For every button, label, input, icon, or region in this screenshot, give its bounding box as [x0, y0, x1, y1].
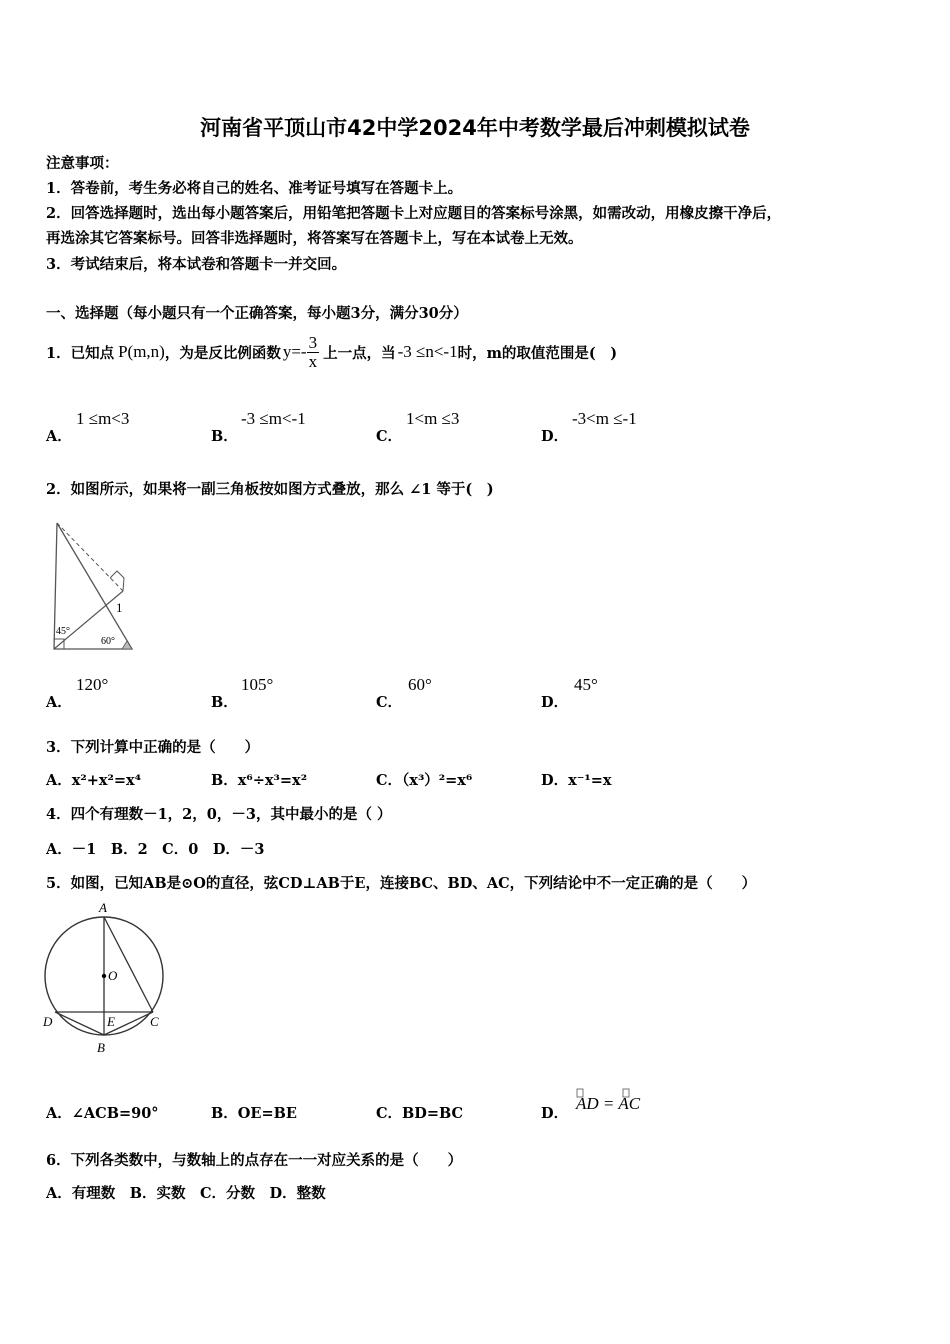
q3-option-d-value: x⁻¹=x: [568, 772, 612, 789]
q1-option-a-value: 1 ≤m<3: [76, 409, 130, 428]
q2-option-b-value: 105°: [241, 675, 274, 694]
q3-option-a: [46, 769, 141, 790]
question-4: 4．四个有理数－1，2，0，－3，其中最小的是（ ）: [46, 806, 392, 823]
notice-item: 再选涂其它答案标号。回答非选择题时，将答案写在答题卡上，写在本试卷上无效。: [46, 230, 583, 247]
arc-mark-ac: [623, 1089, 629, 1097]
q3-option-b: [211, 769, 307, 790]
q5-option-d-value: AD = AC: [576, 1094, 641, 1113]
arc-marks: [576, 1088, 656, 1098]
q1-mid: ，为是反比例函数: [164, 344, 281, 362]
point-o-label: O: [108, 968, 118, 983]
q1-suffix-b: 时，m的取值范围是( ): [457, 344, 618, 362]
q1-option-d-label: D．: [541, 428, 569, 445]
center-point: [102, 974, 106, 978]
q2-option-d-label: D．: [541, 694, 569, 711]
q1-option-b-label: B．: [211, 428, 238, 445]
q1-func-numerator: 3: [308, 332, 318, 352]
notice-heading: 注意事项：: [46, 155, 119, 172]
angle-1-label: 1: [116, 600, 123, 615]
q3-option-b-label: B．: [211, 772, 238, 789]
arc-mark-ad: [577, 1089, 583, 1097]
page-title: 河南省平顶山市42中学2024年中考数学最后冲刺模拟试卷: [200, 116, 750, 140]
q2-option-c-label: C．: [376, 694, 403, 711]
question-3: 3．下列计算中正确的是（ ）: [46, 739, 260, 756]
q5-option-b: [211, 1102, 297, 1123]
q5-option-a: [46, 1102, 159, 1123]
q5-option-c: [376, 1102, 463, 1123]
q1-option-b-value: -3 ≤m<-1: [241, 409, 306, 428]
question-6: 6．下列各类数中，与数轴上的点存在一一对应关系的是（ ）: [46, 1152, 463, 1169]
q2-option-a-label: A．: [46, 694, 72, 711]
triangle-hypotenuse-dashed: [57, 523, 123, 591]
q3-option-c-value: （x³）²=x⁶: [402, 772, 473, 789]
notice-item: 1．答卷前，考生务必将自己的姓名、准考证号填写在答题卡上。: [46, 180, 463, 197]
q3-option-d: [541, 769, 612, 790]
question-1: [46, 330, 617, 374]
q5-option-d-label: D．: [541, 1105, 569, 1122]
q1-option-c-value: 1<m ≤3: [406, 409, 460, 428]
q3-option-c: [376, 769, 472, 790]
section-heading: 一、选择题（每小题只有一个正确答案，每小题3分，满分30分）: [46, 305, 468, 322]
angle-60-label: 60°: [101, 636, 115, 647]
q5-option-a-value: ∠ACB=90°: [71, 1105, 159, 1122]
point-b-label: B: [97, 1040, 105, 1055]
segment-ac: [104, 917, 153, 1012]
circle-figure: [40, 898, 170, 1056]
q2-option-b-label: B．: [211, 694, 238, 711]
q6-options: A．有理数 B．实数 C．分数 D．整数: [46, 1185, 326, 1202]
q2-option-c-value: 60°: [408, 675, 432, 694]
angle-45-label: 45°: [56, 626, 70, 637]
q1-func-fraction: [307, 334, 320, 371]
point-a-label: A: [99, 900, 107, 915]
notice-item: 2．回答选择题时，选出每小题答案后，用铅笔把答题卡上对应题目的答案标号涂黑，如需改动，用橡皮擦干净后，: [46, 205, 782, 222]
q1-func-lhs: y=-: [282, 342, 307, 361]
question-5: 5．如图，已知AB是⊙O的直径，弦CD⊥AB于E，连接BC、BD、AC，下列结论中不一定正确的是（ ）: [46, 875, 757, 892]
q1-func-denominator: x: [308, 351, 318, 371]
triangle-figure: [48, 515, 140, 655]
q2-option-a-value: 120°: [76, 675, 109, 694]
q3-option-c-label: C．: [376, 772, 403, 789]
right-angle-mark: [110, 571, 124, 591]
q5-option-b-label: B．: [211, 1105, 238, 1122]
q3-option-b-value: x⁶÷x³=x²: [237, 772, 308, 789]
q1-option-a-label: A．: [46, 428, 72, 445]
q5-option-b-value: OE=BE: [237, 1105, 297, 1122]
notice-item: 3．考试结束后，将本试卷和答题卡一并交回。: [46, 256, 347, 273]
q3-option-a-label: A．: [46, 772, 72, 789]
q1-point: P(m,n): [118, 342, 165, 361]
point-e-label: E: [107, 1014, 115, 1029]
q3-option-a-value: x²+x²=x⁴: [71, 772, 142, 789]
question-2: 2．如图所示，如果将一副三角板按如图方式叠放，那么 ∠1 等于( ): [46, 481, 494, 498]
q1-option-d-value: -3<m ≤-1: [572, 409, 637, 428]
point-d-label: D: [43, 1014, 53, 1029]
q4-options: A．－1 B．2 C．0 D．－3: [46, 841, 265, 858]
q1-option-c-label: C．: [376, 428, 403, 445]
segment-bd: [55, 1012, 104, 1035]
q1-condition: -3 ≤n<-1: [397, 342, 458, 361]
q1-prefix: 1．已知点: [46, 344, 115, 362]
q5-option-c-value: BD=BC: [402, 1105, 464, 1122]
q5-option-c-label: C．: [376, 1105, 403, 1122]
angle-60-shading: [122, 641, 132, 649]
q5-option-a-label: A．: [46, 1105, 72, 1122]
q2-option-d-value: 45°: [574, 675, 598, 694]
q1-suffix-a: 上一点，当: [323, 344, 396, 362]
point-c-label: C: [150, 1014, 159, 1029]
q3-option-d-label: D．: [541, 772, 569, 789]
